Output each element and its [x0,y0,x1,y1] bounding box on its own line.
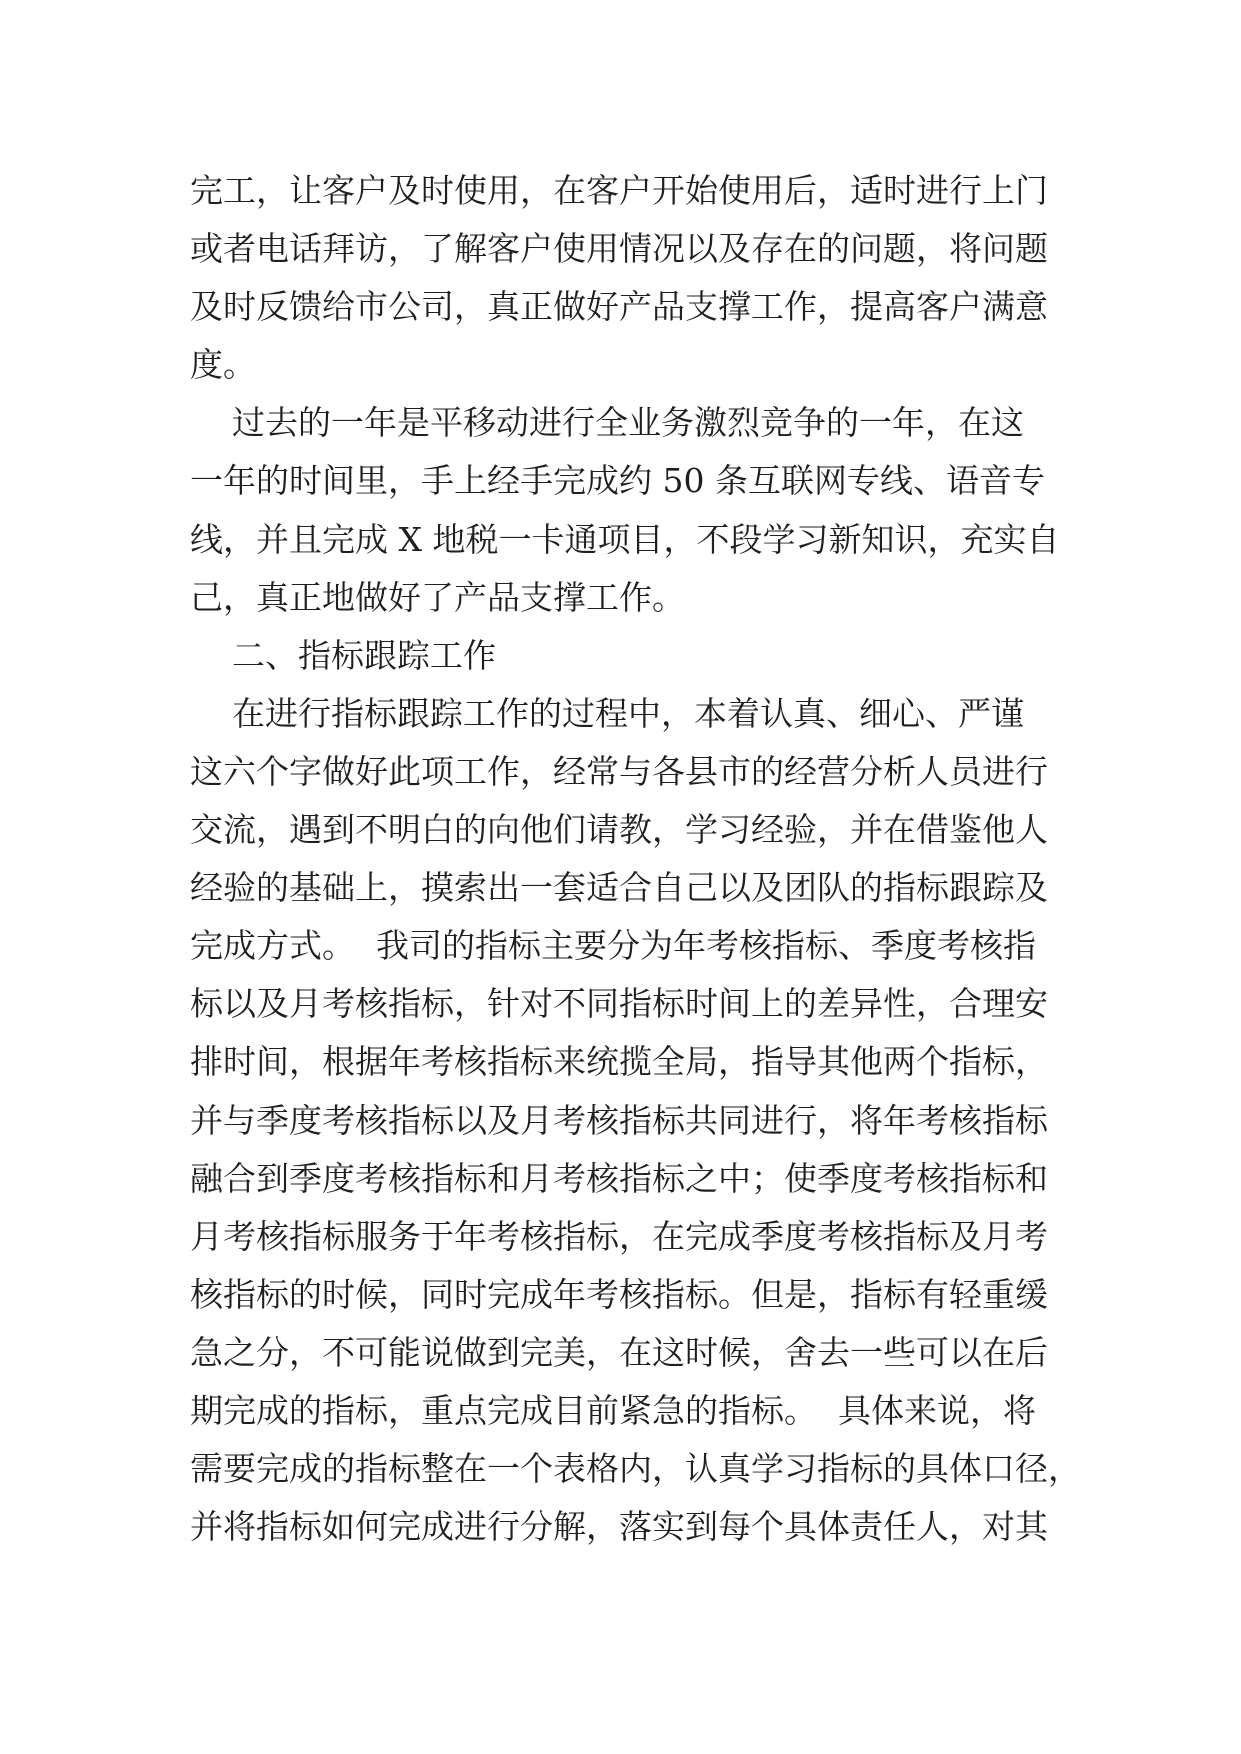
text-line: 这六个字做好此项工作，经常与各县市的经营分析人员进行 [190,751,1048,791]
text-line: 完工，让客户及时使用，在客户开始使用后，适时进行上门 [190,171,1048,210]
document-body [190,162,1081,1556]
text-line: 融合到季度考核指标和月考核指标之中；使季度考核指标和 [190,1158,1048,1198]
text-line: 核指标的时候，同时完成年考核指标。但是，指标有轻重缓 [190,1274,1048,1314]
text-line: 急之分，不可能说做到完美，在这时候，舍去一些可以在后 [190,1332,1048,1372]
text-line: 并与季度考核指标以及月考核指标共同进行，将年考核指标 [190,1100,1048,1140]
text-line: 标以及月考核指标，针对不同指标时间上的差异性，合理安 [190,984,1048,1024]
text-line: 己，真正地做好了产品支撑工作。 [190,577,685,617]
text-line: 期完成的指标，重点完成目前紧急的指标。 具体来说，将 [190,1390,1036,1430]
text-line: 或者电话拜访，了解客户使用情况以及存在的问题，将问题 [190,229,1048,269]
text-line: 过去的一年是平移动进行全业务激烈竞争的一年，在这 [190,403,1024,443]
text-line: 一年的时间里，手上经手完成约 50 条互联网专线、语音专 [190,461,1045,501]
text-line: 线，并且完成 X 地税一卡通项目，不段学习新知识，充实自 [190,519,1060,559]
text-line: 及时反馈给市公司，真正做好产品支撑工作，提高客户满意 [190,287,1048,327]
text-line: 需要完成的指标整在一个表格内，认真学习指标的具体口径， [190,1449,1081,1489]
text-line: 在进行指标跟踪工作的过程中，本着认真、细心、严谨 [190,693,1024,733]
text-line: 经验的基础上，摸索出一套适合自己以及团队的指标跟踪及 [190,868,1048,908]
text-line: 度。 [190,345,256,385]
text-line: 并将指标如何完成进行分解，落实到每个具体责任人，对其 [190,1507,1048,1547]
text-line: 完成方式。 我司的指标主要分为年考核指标、季度考核指 [190,926,1036,966]
text-line: 月考核指标服务于年考核指标，在完成季度考核指标及月考 [190,1216,1048,1256]
section-heading: 二、指标跟踪工作 [190,635,496,675]
text-line: 排时间，根据年考核指标来统揽全局，指导其他两个指标， [190,1042,1048,1082]
text-line: 交流，遇到不明白的向他们请教，学习经验，并在借鉴他人 [190,810,1048,850]
